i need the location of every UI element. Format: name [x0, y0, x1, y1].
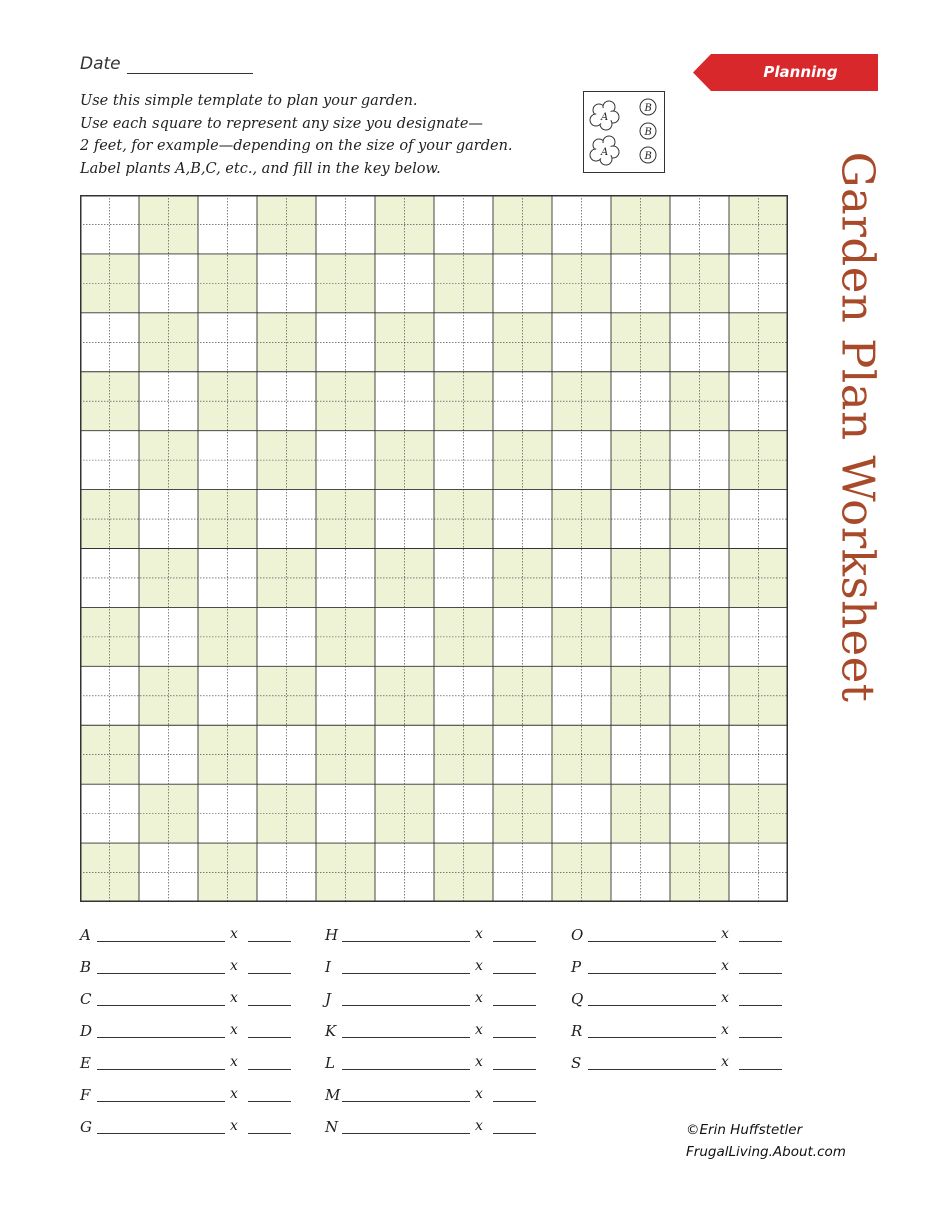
- plant-name-field[interactable]: [97, 1069, 225, 1070]
- plant-quantity-field[interactable]: [739, 941, 782, 942]
- key-entry: [571, 1022, 796, 1044]
- plant-quantity-field[interactable]: [248, 1069, 291, 1070]
- multiply-symbol: x: [475, 1054, 483, 1070]
- key-letter: B: [80, 958, 92, 976]
- plant-quantity-field[interactable]: [739, 973, 782, 974]
- plant-name-field[interactable]: [588, 1037, 716, 1038]
- multiply-symbol: x: [230, 958, 238, 974]
- key-entry: [571, 990, 796, 1012]
- multiply-symbol: x: [230, 1054, 238, 1070]
- key-entry: [80, 1054, 305, 1076]
- key-entry: [80, 1086, 305, 1108]
- multiply-symbol: x: [721, 926, 729, 942]
- key-letter: I: [325, 958, 331, 976]
- multiply-symbol: x: [230, 926, 238, 942]
- date-row: [80, 54, 253, 74]
- key-letter: R: [571, 1022, 583, 1040]
- circle-label: B: [644, 127, 652, 138]
- plant-name-field[interactable]: [342, 1133, 470, 1134]
- key-entry: [80, 1118, 305, 1140]
- key-entry: [325, 1118, 550, 1140]
- key-letter: H: [325, 926, 339, 944]
- multiply-symbol: x: [721, 958, 729, 974]
- plant-quantity-field[interactable]: [493, 1069, 536, 1070]
- plant-quantity-field[interactable]: [248, 1133, 291, 1134]
- tab-label: Planning: [763, 63, 838, 81]
- multiply-symbol: x: [475, 1086, 483, 1102]
- key-entry: [325, 1054, 550, 1076]
- instruction-line: Label plants A,B,C, etc., and fill in the key below.: [80, 160, 441, 177]
- plant-name-field[interactable]: [342, 1069, 470, 1070]
- key-entry: [571, 958, 796, 980]
- plant-name-field[interactable]: [97, 1133, 225, 1134]
- garden-grid[interactable]: [80, 195, 788, 902]
- key-letter: L: [325, 1054, 335, 1072]
- flower-label: A: [601, 112, 609, 123]
- key-letter: F: [80, 1086, 91, 1104]
- plant-quantity-field[interactable]: [493, 1101, 536, 1102]
- circle-label: B: [644, 103, 652, 114]
- flower-label: A: [601, 147, 609, 158]
- key-letter: O: [571, 926, 584, 944]
- credit-site: FrugalLiving.About.com: [686, 1144, 846, 1160]
- multiply-symbol: x: [475, 926, 483, 942]
- key-letter: E: [80, 1054, 91, 1072]
- key-letter: P: [571, 958, 582, 976]
- instruction-line: Use each square to represent any size you designate—: [80, 115, 483, 132]
- plant-quantity-field[interactable]: [739, 1037, 782, 1038]
- plant-quantity-field[interactable]: [493, 1005, 536, 1006]
- key-entry: [80, 926, 305, 948]
- example-diagram: [584, 92, 663, 171]
- plant-name-field[interactable]: [588, 1005, 716, 1006]
- plant-quantity-field[interactable]: [739, 1069, 782, 1070]
- plant-name-field[interactable]: [97, 941, 225, 942]
- multiply-symbol: x: [475, 1118, 483, 1134]
- key-entry: [325, 926, 550, 948]
- multiply-symbol: x: [230, 1022, 238, 1038]
- plant-name-field[interactable]: [97, 1005, 225, 1006]
- key-letter: G: [80, 1118, 92, 1136]
- plant-name-field[interactable]: [97, 1101, 225, 1102]
- key-letter: D: [80, 1022, 93, 1040]
- key-entry: [325, 1022, 550, 1044]
- key-entry: [80, 1022, 305, 1044]
- key-entry: [80, 958, 305, 980]
- instruction-line: 2 feet, for example—depending on the size of your garden.: [80, 138, 513, 154]
- key-letter: C: [80, 990, 92, 1008]
- multiply-symbol: x: [230, 990, 238, 1006]
- key-letter: Q: [571, 990, 584, 1008]
- plant-name-field[interactable]: [342, 1037, 470, 1038]
- plant-quantity-field[interactable]: [493, 1133, 536, 1134]
- plant-quantity-field[interactable]: [739, 1005, 782, 1006]
- plant-quantity-field[interactable]: [493, 1037, 536, 1038]
- key-letter: M: [325, 1086, 341, 1104]
- plant-name-field[interactable]: [588, 973, 716, 974]
- multiply-symbol: x: [721, 1054, 729, 1070]
- plant-quantity-field[interactable]: [248, 1005, 291, 1006]
- date-field[interactable]: [127, 58, 253, 74]
- plant-quantity-field[interactable]: [248, 973, 291, 974]
- plant-name-field[interactable]: [342, 941, 470, 942]
- multiply-symbol: x: [475, 958, 483, 974]
- plant-name-field[interactable]: [588, 1069, 716, 1070]
- page-title: Garden Plan Worksheet: [831, 151, 885, 703]
- multiply-symbol: x: [230, 1086, 238, 1102]
- plant-name-field[interactable]: [342, 1005, 470, 1006]
- credit-author: ©Erin Huffstetler: [686, 1122, 803, 1138]
- key-letter: N: [325, 1118, 339, 1136]
- key-entry: [325, 990, 550, 1012]
- multiply-symbol: x: [475, 1022, 483, 1038]
- key-letter: K: [325, 1022, 337, 1040]
- plant-quantity-field[interactable]: [248, 1101, 291, 1102]
- multiply-symbol: x: [721, 990, 729, 1006]
- plant-name-field[interactable]: [342, 973, 470, 974]
- key-entry: [571, 1054, 796, 1076]
- instructions: [80, 90, 513, 180]
- date-label: Date: [80, 54, 121, 74]
- planning-tab: [693, 54, 878, 91]
- key-letter: S: [571, 1054, 582, 1072]
- multiply-symbol: x: [721, 1022, 729, 1038]
- plant-name-field[interactable]: [588, 941, 716, 942]
- plant-quantity-field[interactable]: [248, 1037, 291, 1038]
- plant-quantity-field[interactable]: [493, 941, 536, 942]
- multiply-symbol: x: [230, 1118, 238, 1134]
- plant-name-field[interactable]: [342, 1101, 470, 1102]
- plant-name-field[interactable]: [97, 973, 225, 974]
- key-entry: [571, 926, 796, 948]
- circle-label: B: [644, 151, 652, 162]
- key-letter: J: [325, 990, 332, 1008]
- example-box: [583, 91, 665, 173]
- credit: [686, 1119, 846, 1163]
- plant-quantity-field[interactable]: [493, 973, 536, 974]
- key-entry: [325, 958, 550, 980]
- key-entry: [80, 990, 305, 1012]
- plant-name-field[interactable]: [97, 1037, 225, 1038]
- key-entry: [325, 1086, 550, 1108]
- multiply-symbol: x: [475, 990, 483, 1006]
- key-letter: A: [80, 926, 91, 944]
- instruction-line: Use this simple template to plan your garden.: [80, 93, 418, 109]
- plant-quantity-field[interactable]: [248, 941, 291, 942]
